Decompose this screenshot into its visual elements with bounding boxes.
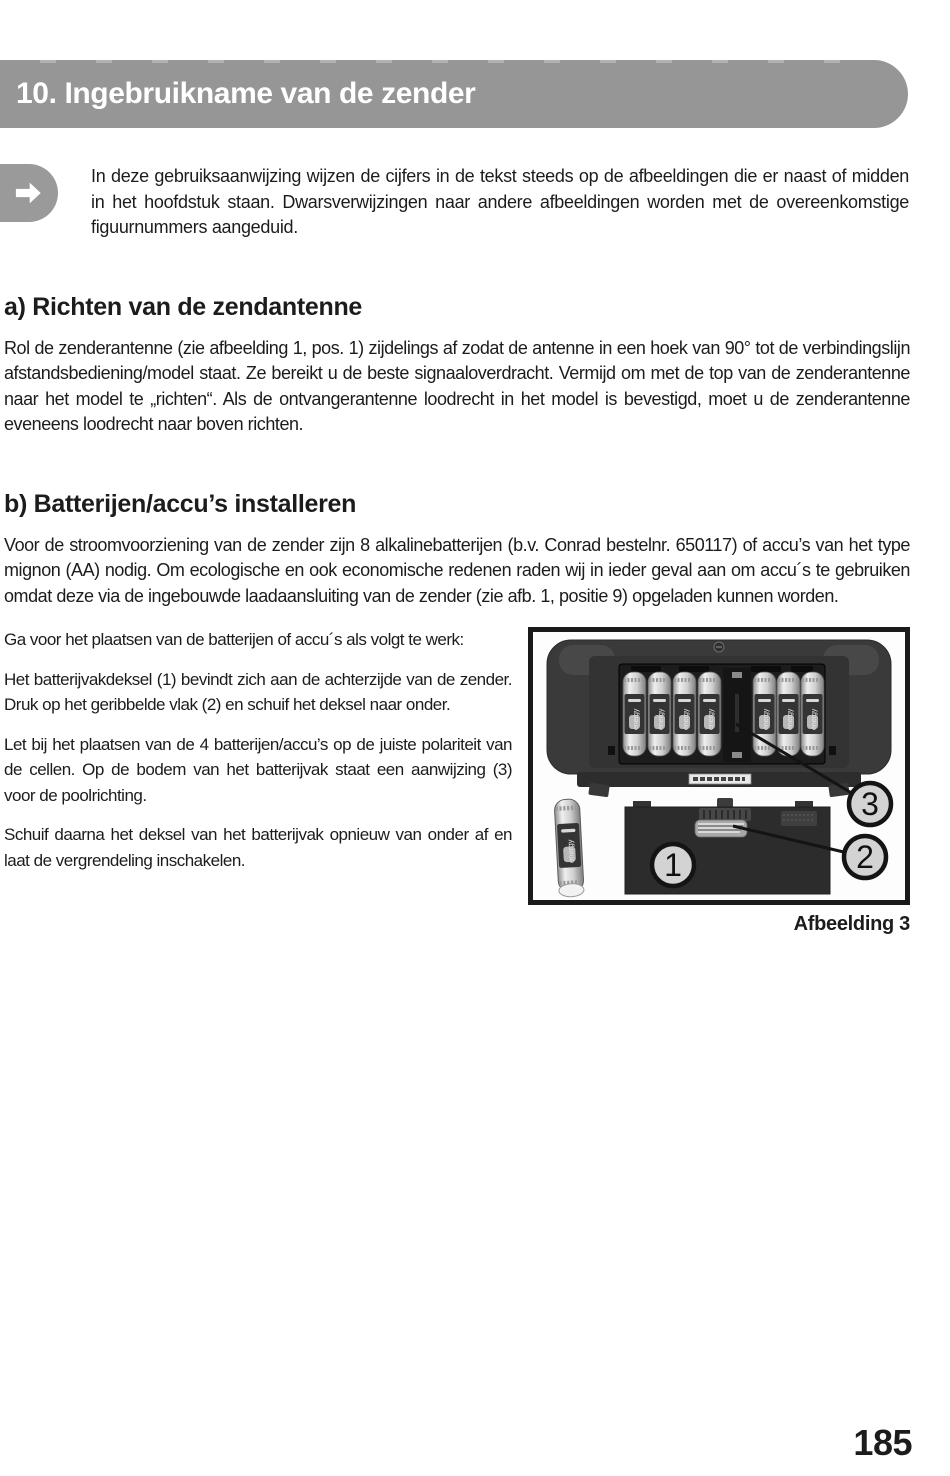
battery-icon bbox=[777, 672, 800, 756]
transmitter-back bbox=[547, 640, 891, 797]
section-b-heading: b) Batterijen/accu’s installeren bbox=[4, 489, 357, 518]
loose-battery bbox=[554, 799, 584, 898]
chapter-header-bar bbox=[0, 60, 908, 128]
figure-column bbox=[528, 627, 910, 936]
svg-text:3: 3 bbox=[861, 786, 879, 823]
callout-3 bbox=[849, 783, 891, 825]
section-a-body: Rol de zenderantenne (zie afbeelding 1, pos. 1) zijdelings af zodat de antenne in een hoek van 90° tot de verbindingslijn afstandsbediening/model staat. Ze bereikt u de beste signaaloverdracht. Vermijd om met de top van de zenderantenne naar het model te „richten“. Als de ontvangerantenne loodrecht in het model is bevestigd, moet u de zenderantenne eveneens loodrecht naar boven richten. bbox=[4, 337, 910, 435]
page-number: 185 bbox=[853, 1422, 912, 1463]
battery-icon bbox=[801, 672, 824, 756]
battery-icon bbox=[673, 672, 696, 756]
step-2: Let bij het plaatsen van de 4 batterijen/accu’s op de juiste polariteit van de cellen. Op de bodem van het batterijvak staat een aanwijzing (3) voor de poolrichting. bbox=[4, 734, 512, 805]
section-a-heading: a) Richten van de zendantenne bbox=[4, 292, 363, 321]
step-intro: Ga voor het plaatsen van de batterijen of accu´s als volgt te werk: bbox=[4, 630, 464, 650]
svg-text:1: 1 bbox=[664, 847, 682, 884]
intro-note bbox=[0, 164, 950, 241]
type-label bbox=[689, 774, 751, 784]
battery-icon bbox=[753, 672, 776, 756]
intro-text: In deze gebruiksaanwijzing wijzen de cijfers in de tekst steeds op de afbeeldingen die er naast of midden in het hoofdstuk staan. Dwarsverwijzingen naar andere afbeeldingen worden met de overeenkomstige figuurnummers aangeduid. bbox=[91, 166, 909, 238]
step-3: Schuif daarna het deksel van het batterijvak opnieuw van onder af en laat de vergrendeling inschakelen. bbox=[4, 825, 512, 870]
callout-2 bbox=[844, 836, 886, 878]
arrow-right-icon bbox=[0, 164, 58, 222]
battery-icon bbox=[623, 672, 646, 756]
battery-bay bbox=[608, 664, 836, 764]
steps-and-figure bbox=[4, 627, 950, 936]
figure-caption: Afbeelding 3 bbox=[793, 913, 910, 936]
callout-1 bbox=[652, 844, 694, 886]
svg-text:2: 2 bbox=[856, 839, 874, 876]
step-1: Het batterijvakdeksel (1) bevindt zich aan de achterzijde van de zender. Druk op het geribbelde vlak (2) en schuif het deksel naar onder. bbox=[4, 669, 512, 715]
section-b-body: Voor de stroomvoorziening van de zender zijn 8 alkalinebatterijen (b.v. Conrad bestelnr. 650117) of accu’s van het type mignon (AA) nodig. Om ecologische en ook economische redenen raden wij in ieder geval aan om accu´s te gebruiken omdat deze via de ingebouwde laadaansluiting van de zender (zie afb. 1, positie 9) opgeladen kunnen worden. bbox=[4, 534, 910, 606]
battery-compartment-photo bbox=[528, 627, 910, 905]
installation-steps bbox=[4, 627, 512, 936]
battery-icon bbox=[648, 672, 671, 756]
grip-texture-patch bbox=[781, 811, 817, 826]
battery-icon bbox=[698, 672, 721, 756]
chapter-title: 10. Ingebruikname van de zender bbox=[16, 77, 476, 110]
